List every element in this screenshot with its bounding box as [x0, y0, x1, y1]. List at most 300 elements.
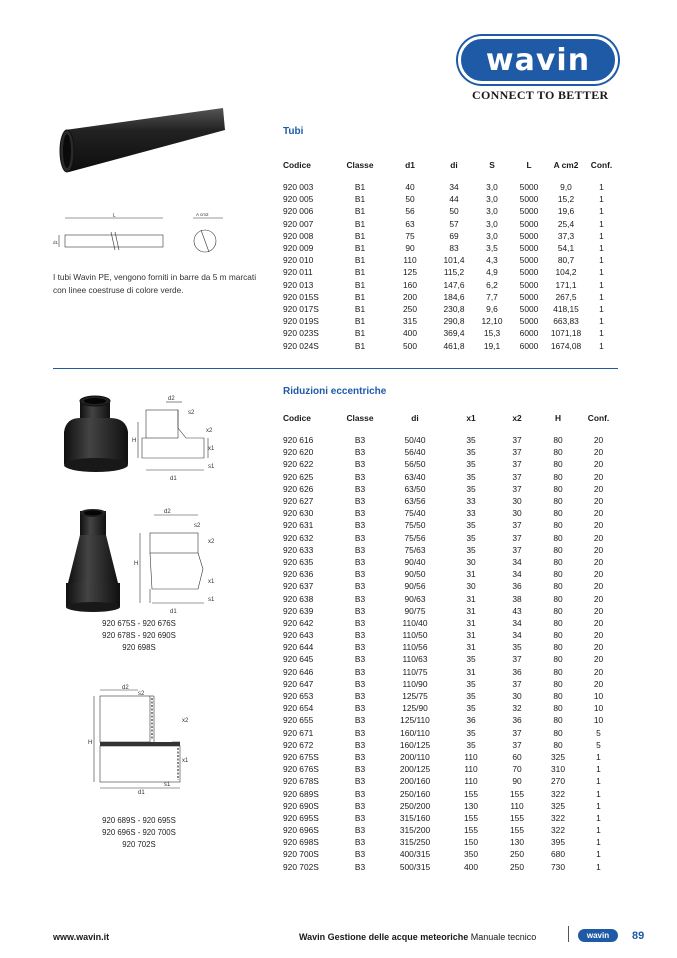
- table-cell: 90/75: [404, 605, 426, 616]
- table-cell: 6000: [519, 340, 539, 351]
- table-cell: 920 015S: [283, 291, 319, 302]
- table-cell: 920 653: [283, 691, 314, 702]
- table-cell: 40: [405, 182, 415, 193]
- table-cell: 34: [449, 182, 459, 193]
- table-row: [283, 690, 618, 702]
- table-cell: 3,0: [486, 194, 498, 205]
- table-cell: 37: [512, 520, 522, 531]
- table-cell: 920 696S: [283, 825, 319, 836]
- table-cell: 400/315: [399, 849, 431, 860]
- table-cell: 90/40: [404, 556, 426, 567]
- table-cell: 1: [596, 788, 601, 799]
- table-row: [283, 254, 618, 266]
- table-cell: 63: [405, 218, 415, 229]
- table-cell: 36: [512, 581, 522, 592]
- table-cell: 104,2: [555, 267, 577, 278]
- table-cell: 920 632: [283, 532, 314, 543]
- table-cell: 6,2: [486, 279, 498, 290]
- table-cell: 171,1: [555, 279, 577, 290]
- table-cell: 920 006: [283, 206, 314, 217]
- table-cell: 461,8: [443, 340, 465, 351]
- table-cell: 15,3: [483, 328, 501, 339]
- table-row: [283, 580, 618, 592]
- table-cell: 5000: [519, 316, 539, 327]
- label-d2-fig3: d2: [122, 685, 129, 691]
- table-cell: B3: [354, 471, 366, 482]
- table-cell: 75/56: [404, 532, 426, 543]
- table-cell: 920 013: [283, 279, 314, 290]
- table-cell: 315/250: [399, 837, 431, 848]
- tubi-col-header: L: [526, 159, 532, 170]
- table-cell: 35: [466, 532, 476, 543]
- table-cell: 44: [449, 194, 459, 205]
- table-cell: 920 017S: [283, 303, 319, 314]
- table-row: [283, 315, 618, 327]
- label-d1-di: d1: [53, 240, 59, 245]
- table-cell: 200: [403, 291, 417, 302]
- table-cell: 37: [512, 447, 522, 458]
- table-cell: 36: [466, 715, 476, 726]
- wavin-logo: [458, 36, 618, 84]
- table-cell: 920 645: [283, 654, 314, 665]
- table-row: [283, 446, 618, 458]
- riduzioni-col-header: x2: [512, 412, 522, 423]
- table-cell: 5000: [519, 303, 539, 314]
- table-row: [283, 787, 618, 799]
- label-H-fig3: H: [88, 740, 93, 746]
- table-cell: 1674,08: [550, 340, 582, 351]
- table-cell: 5000: [519, 243, 539, 254]
- table-cell: B1: [354, 340, 366, 351]
- table-cell: 75/40: [404, 508, 426, 519]
- table-cell: 5000: [519, 255, 539, 266]
- pipe-drawing: [53, 210, 233, 265]
- table-row: [283, 556, 618, 568]
- section-divider: [53, 368, 618, 369]
- table-cell: 125/90: [402, 703, 428, 714]
- table-cell: B1: [354, 206, 366, 217]
- table-cell: 200/160: [399, 776, 431, 787]
- table-cell: 20: [593, 447, 604, 458]
- label-x1-fig3: x1: [182, 758, 189, 764]
- riduzioni-table: [283, 411, 618, 873]
- table-row: [283, 230, 618, 242]
- table-cell: B3: [354, 617, 366, 628]
- table-cell: 920 024S: [283, 340, 319, 351]
- table-cell: B1: [354, 328, 366, 339]
- table-cell: 920 635: [283, 556, 314, 567]
- table-cell: 920 003: [283, 182, 314, 193]
- table-cell: 20: [593, 617, 604, 628]
- table-cell: 110: [464, 776, 478, 787]
- table-cell: 75: [405, 230, 415, 241]
- wavin-logo-text: wavin: [485, 43, 591, 78]
- table-cell: 10: [593, 691, 604, 702]
- table-cell: 75/63: [404, 544, 426, 555]
- table-row: [283, 592, 618, 604]
- tubi-caption: I tubi Wavin PE, vengono forniti in barre da 5 m marcati con linee coestruse di colore verde.: [53, 272, 257, 295]
- table-cell: 63/40: [404, 471, 426, 482]
- tubi-title: Tubi: [283, 126, 304, 137]
- table-cell: 80: [553, 642, 563, 653]
- table-cell: 130: [464, 800, 478, 811]
- table-cell: 350: [464, 849, 478, 860]
- table-cell: 920 698S: [283, 837, 319, 848]
- table-cell: 25,4: [557, 218, 575, 229]
- table-cell: 322: [551, 812, 565, 823]
- table-cell: B1: [354, 182, 366, 193]
- header-gap: [283, 171, 618, 181]
- table-cell: 155: [464, 812, 478, 823]
- table-cell: B1: [354, 194, 366, 205]
- table-cell: 36: [512, 666, 522, 677]
- table-cell: 130: [510, 837, 524, 848]
- label-d1-fig3: d1: [138, 790, 145, 796]
- table-cell: 3,0: [486, 230, 498, 241]
- pipe-photo: [53, 100, 228, 180]
- tubi-col-header: A cm2: [553, 159, 579, 170]
- riduzioni-col-header: Conf.: [587, 412, 610, 423]
- table-cell: 10: [593, 703, 604, 714]
- table-cell: 20: [593, 593, 604, 604]
- table-cell: 110/56: [402, 642, 428, 653]
- table-cell: B3: [354, 825, 366, 836]
- label-A: A cm2: [196, 212, 209, 217]
- table-cell: 150: [464, 837, 478, 848]
- table-cell: B3: [354, 435, 366, 446]
- table-cell: B1: [354, 267, 366, 278]
- table-cell: 920 671: [283, 727, 314, 738]
- table-cell: 31: [466, 630, 476, 641]
- tubi-col-header: Codice: [283, 159, 311, 170]
- table-cell: 5000: [519, 182, 539, 193]
- table-cell: B1: [354, 243, 366, 254]
- table-cell: 30: [512, 496, 522, 507]
- table-cell: B3: [354, 581, 366, 592]
- table-cell: 90: [512, 776, 522, 787]
- table-cell: 31: [466, 617, 476, 628]
- table-cell: 57: [449, 218, 459, 229]
- table-cell: 36: [512, 715, 522, 726]
- table-cell: 920 700S: [283, 849, 319, 860]
- table-cell: 80: [553, 544, 563, 555]
- label-H: H: [132, 438, 137, 444]
- table-cell: 31: [466, 569, 476, 580]
- table-cell: B3: [354, 544, 366, 555]
- table-cell: B1: [354, 218, 366, 229]
- reducer-small-figure: [58, 392, 258, 492]
- table-cell: 920 676S: [283, 764, 319, 775]
- table-cell: 1: [596, 837, 601, 848]
- table-cell: 20: [593, 605, 604, 616]
- table-cell: 20: [593, 471, 604, 482]
- table-cell: 12,10: [481, 316, 503, 327]
- table-cell: B3: [354, 691, 366, 702]
- footer-title: [299, 932, 536, 942]
- table-cell: 35: [466, 691, 476, 702]
- table-cell: B3: [354, 520, 366, 531]
- table-cell: 80: [553, 666, 563, 677]
- table-cell: 920 631: [283, 520, 314, 531]
- table-cell: 920 637: [283, 581, 314, 592]
- table-cell: 20: [593, 581, 604, 592]
- table-cell: 80: [553, 593, 563, 604]
- table-row: [283, 702, 618, 714]
- table-row: [283, 471, 618, 483]
- table-cell: 920 633: [283, 544, 314, 555]
- table-row: [283, 848, 618, 860]
- table-cell: 90: [405, 243, 415, 254]
- table-cell: 200/125: [399, 764, 431, 775]
- table-row: [283, 824, 618, 836]
- table-cell: 20: [593, 569, 604, 580]
- table-cell: 920 695S: [283, 812, 319, 823]
- table-row: [283, 339, 618, 351]
- footer-separator: [568, 926, 569, 942]
- table-cell: 9,6: [486, 303, 498, 314]
- table-cell: 5000: [519, 206, 539, 217]
- table-cell: 500/315: [399, 861, 431, 872]
- table-cell: 31: [466, 642, 476, 653]
- table-cell: 20: [593, 630, 604, 641]
- table-cell: 315/160: [399, 812, 431, 823]
- table-cell: 250: [403, 303, 417, 314]
- table-cell: B3: [354, 751, 366, 762]
- table-cell: 315/200: [399, 825, 431, 836]
- table-cell: 20: [593, 435, 604, 446]
- riduzioni-col-header: H: [554, 412, 562, 423]
- table-cell: 30: [466, 556, 476, 567]
- table-row: [283, 495, 618, 507]
- table-cell: 34: [512, 556, 522, 567]
- table-row: [283, 205, 618, 217]
- table-cell: 160: [403, 279, 417, 290]
- table-cell: B3: [354, 630, 366, 641]
- table-row: [283, 218, 618, 230]
- table-cell: 80: [553, 581, 563, 592]
- table-cell: 310: [551, 764, 565, 775]
- table-cell: 90/56: [404, 581, 426, 592]
- riduzioni-title: Riduzioni eccentriche: [283, 386, 387, 397]
- table-cell: 920 672: [283, 739, 314, 750]
- table-cell: 4,3: [486, 255, 498, 266]
- table-cell: 7,7: [486, 291, 498, 302]
- table-row: [283, 739, 618, 751]
- table-cell: B3: [354, 556, 366, 567]
- table-cell: 730: [551, 861, 565, 872]
- table-cell: 75/50: [404, 520, 426, 531]
- table-cell: 110: [403, 255, 417, 266]
- table-cell: 80,7: [557, 255, 575, 266]
- table-cell: 395: [551, 837, 565, 848]
- table-cell: 920 638: [283, 593, 314, 604]
- table-row: [283, 458, 618, 470]
- table-row: [283, 751, 618, 763]
- table-cell: 920 011: [283, 267, 313, 278]
- table-cell: 1: [596, 751, 601, 762]
- tubi-col-header: di: [450, 159, 458, 170]
- table-cell: B1: [354, 255, 366, 266]
- table-cell: 5000: [519, 279, 539, 290]
- table-row: [283, 629, 618, 641]
- table-cell: 125/75: [402, 691, 428, 702]
- table-cell: 110: [464, 764, 478, 775]
- table-cell: 50: [405, 194, 415, 205]
- table-cell: 1: [599, 194, 604, 205]
- label-d2-fig2: d2: [164, 509, 171, 515]
- table-cell: 1: [599, 218, 604, 229]
- label-d2: d2: [168, 396, 175, 402]
- table-cell: 80: [553, 556, 563, 567]
- table-cell: 1: [599, 328, 604, 339]
- table-cell: 125: [403, 267, 417, 278]
- table-cell: 1: [599, 255, 604, 266]
- table-cell: 50/40: [404, 435, 426, 446]
- table-cell: 38: [512, 593, 522, 604]
- table-cell: 32: [512, 703, 522, 714]
- table-cell: 37: [512, 544, 522, 555]
- table-cell: B3: [354, 593, 366, 604]
- fig3-label-line: 920 689S - 920 695S: [102, 816, 176, 825]
- riduzioni-col-header: x1: [466, 412, 476, 423]
- table-cell: 115,2: [443, 267, 465, 278]
- table-cell: 325: [551, 751, 565, 762]
- table-cell: 35: [466, 471, 476, 482]
- table-cell: 90/50: [404, 569, 426, 580]
- table-row: [283, 775, 618, 787]
- label-s1-fig2: s1: [208, 597, 215, 603]
- table-row: [283, 483, 618, 495]
- table-cell: 35: [466, 459, 476, 470]
- table-cell: 20: [593, 642, 604, 653]
- tubi-col-header: Conf.: [590, 159, 613, 170]
- table-row: [283, 279, 618, 291]
- table-cell: 60: [512, 751, 522, 762]
- table-cell: 35: [466, 447, 476, 458]
- table-cell: 35: [466, 703, 476, 714]
- table-cell: 37: [512, 739, 522, 750]
- fig3-label-line: 920 696S - 920 700S: [102, 828, 176, 837]
- label-s1: s1: [208, 464, 215, 470]
- table-cell: 250: [510, 849, 524, 860]
- table-row: [283, 641, 618, 653]
- label-x1: x1: [208, 446, 215, 452]
- table-cell: 80: [553, 617, 563, 628]
- table-row: [283, 800, 618, 812]
- footer-website: www.wavin.it: [53, 932, 110, 942]
- table-cell: 110: [510, 800, 524, 811]
- table-row: [283, 532, 618, 544]
- table-row: [283, 181, 618, 193]
- table-cell: 80: [553, 569, 563, 580]
- table-cell: 1: [599, 340, 604, 351]
- footer-wavin-logo: wavin: [578, 929, 618, 942]
- table-cell: B3: [354, 703, 366, 714]
- fig3-label-line: 920 702S: [122, 840, 156, 849]
- table-cell: 270: [551, 776, 565, 787]
- label-L: L: [113, 213, 116, 219]
- table-cell: 80: [553, 715, 563, 726]
- table-cell: 80: [553, 496, 563, 507]
- table-cell: 5000: [519, 218, 539, 229]
- label-s2: s2: [188, 410, 195, 416]
- table-cell: B3: [354, 569, 366, 580]
- table-cell: 20: [593, 508, 604, 519]
- table-cell: 1: [599, 243, 604, 254]
- table-cell: 20: [593, 496, 604, 507]
- table-cell: 1: [599, 230, 604, 241]
- table-cell: 80: [553, 459, 563, 470]
- table-cell: 1: [596, 776, 601, 787]
- tubi-table: [283, 158, 618, 352]
- table-row: [283, 544, 618, 556]
- table-cell: 20: [593, 666, 604, 677]
- table-cell: 500: [403, 340, 417, 351]
- table-cell: 35: [512, 642, 522, 653]
- tubi-col-header: d1: [405, 159, 415, 170]
- table-cell: 1: [599, 316, 604, 327]
- table-row: [283, 291, 618, 303]
- header-gap: [283, 424, 618, 434]
- table-cell: 1: [599, 182, 604, 193]
- table-cell: 5000: [519, 267, 539, 278]
- tubi-col-header: Classe: [346, 159, 374, 170]
- table-cell: B3: [354, 861, 366, 872]
- table-row: [283, 519, 618, 531]
- table-cell: 10: [593, 715, 604, 726]
- table-row: [283, 666, 618, 678]
- table-cell: 80: [553, 447, 563, 458]
- table-cell: 35: [466, 739, 476, 750]
- table-cell: 4,9: [486, 267, 498, 278]
- table-cell: 920 636: [283, 569, 314, 580]
- table-cell: 3,0: [486, 206, 498, 217]
- table-cell: 155: [510, 812, 524, 823]
- page-number: 89: [632, 930, 645, 942]
- table-cell: 37: [512, 471, 522, 482]
- table-cell: 70: [512, 764, 522, 775]
- table-cell: 34: [512, 617, 522, 628]
- table-cell: 1: [596, 800, 601, 811]
- table-cell: 250: [510, 861, 524, 872]
- table-cell: 315: [403, 316, 417, 327]
- table-cell: B3: [354, 849, 366, 860]
- table-cell: 663,83: [553, 316, 579, 327]
- table-cell: 920 626: [283, 483, 314, 494]
- table-cell: 920 642: [283, 617, 314, 628]
- table-row: [283, 727, 618, 739]
- table-row: [283, 861, 618, 873]
- table-cell: 5000: [519, 230, 539, 241]
- fig2-label-line: 920 678S - 920 690S: [102, 631, 176, 640]
- table-cell: 37: [512, 435, 522, 446]
- table-cell: 920 622: [283, 459, 314, 470]
- table-cell: 369,4: [443, 328, 465, 339]
- table-cell: 80: [553, 435, 563, 446]
- table-cell: 20: [593, 678, 604, 689]
- table-cell: 54,1: [557, 243, 575, 254]
- table-cell: 37: [512, 459, 522, 470]
- table-cell: B3: [354, 654, 366, 665]
- table-cell: 37: [512, 678, 522, 689]
- table-cell: 80: [553, 471, 563, 482]
- table-row: [283, 507, 618, 519]
- table-cell: 15,2: [557, 194, 575, 205]
- table-cell: 35: [466, 678, 476, 689]
- table-cell: 63/50: [404, 483, 426, 494]
- table-cell: 920 023S: [283, 328, 319, 339]
- table-cell: 56/40: [404, 447, 426, 458]
